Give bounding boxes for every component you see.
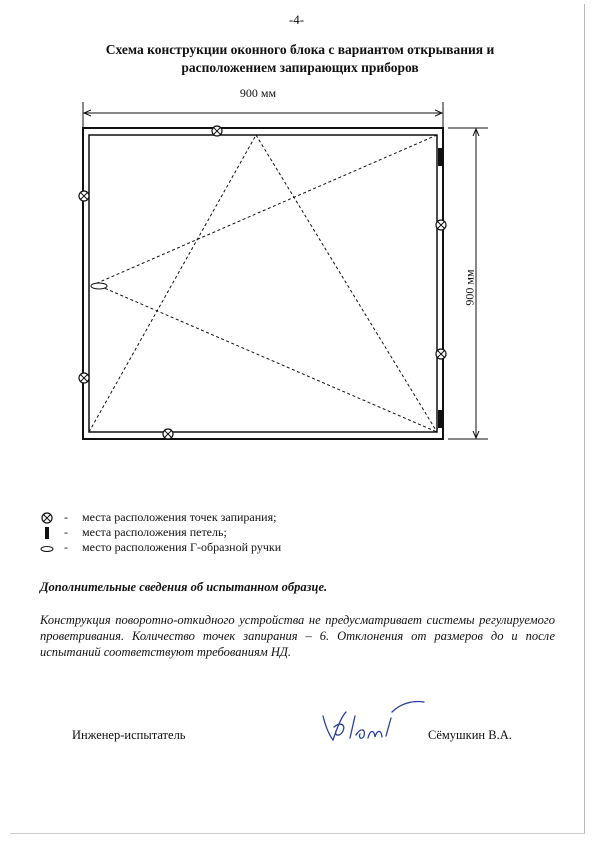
width-dimension-label: 900 мм	[239, 86, 277, 100]
window-frame-outer	[83, 128, 443, 439]
handwritten-signature	[323, 701, 424, 740]
hinge-icon	[438, 410, 443, 428]
page-number: -4-	[288, 12, 305, 27]
height-dimension-line	[448, 128, 488, 439]
title-line-2: расположением запирающих приборов	[181, 60, 419, 75]
legend-text: места расположения петель;	[82, 525, 227, 539]
opening-scheme-lines	[89, 135, 437, 432]
title-line-1: Схема конструкции оконного блока с вариантом открывания и	[105, 42, 495, 57]
handle-icon	[40, 541, 54, 555]
legend-dash: -	[64, 525, 68, 539]
hinge-icon	[438, 148, 443, 166]
signer-role: Инженер-испытатель	[72, 728, 186, 742]
locking-point-icon	[163, 429, 173, 439]
hinge-icon	[40, 526, 54, 540]
legend-text: место расположения Г-образной ручки	[82, 540, 282, 554]
additional-info-heading: Дополнительные сведения об испытанном образце.	[40, 580, 328, 594]
height-dimension-label: 900 мм	[462, 269, 477, 306]
handle-icon	[91, 283, 107, 289]
locking-point-icon	[79, 373, 89, 383]
legend-dash: -	[64, 540, 68, 554]
locking-point-icon	[436, 220, 446, 230]
locking-point-icon	[79, 191, 89, 201]
signer-name: Сёмушкин В.А.	[428, 728, 512, 742]
locking-point-icon	[436, 349, 446, 359]
legend-dash: -	[64, 510, 68, 524]
window-sash	[89, 135, 437, 432]
additional-info-text: Конструкция поворотно-откидного устройства не предусматривает системы регулируемого проветривания. Количество точек запирания – 6. Отклонения от размеров до и после испытаний соответствуют требованиям НД.	[40, 613, 555, 659]
locking-point-icon	[40, 511, 54, 525]
locking-point-icon	[212, 126, 222, 136]
width-dimension-line	[83, 102, 443, 128]
legend-text: места расположения точек запирания;	[82, 510, 277, 524]
